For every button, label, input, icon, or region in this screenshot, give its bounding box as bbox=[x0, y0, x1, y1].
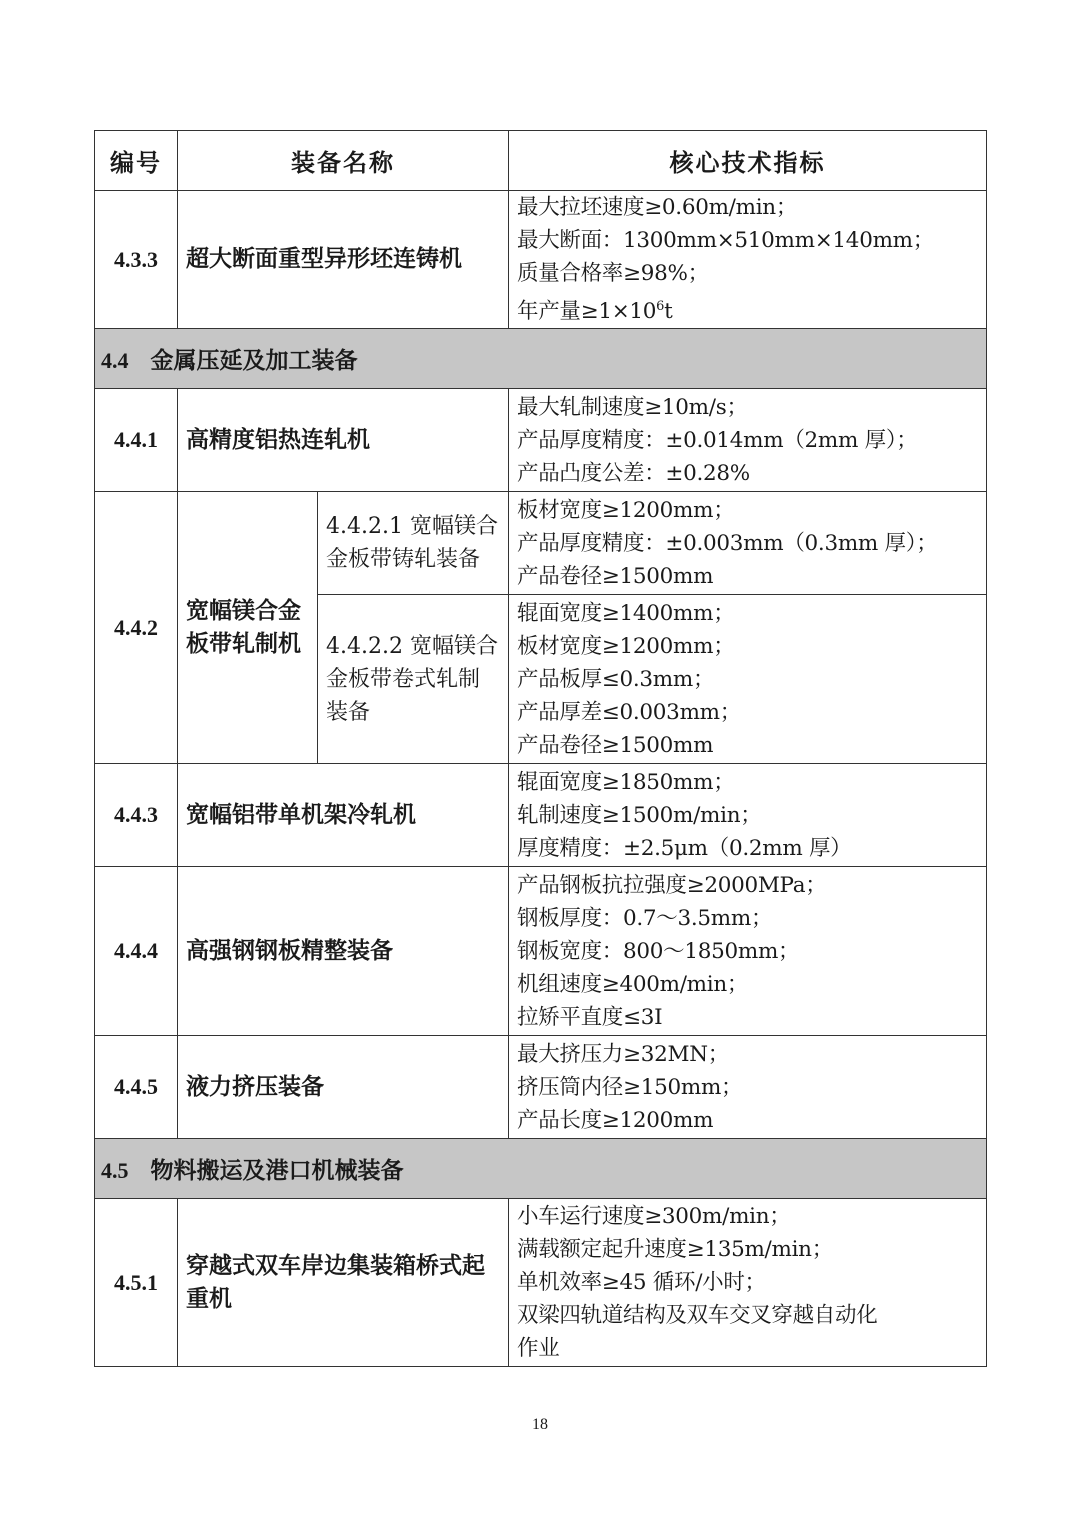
section-heading bbox=[95, 329, 987, 389]
row-name: 液力挤压装备 bbox=[178, 1036, 509, 1139]
spec-line: 最大轧制速度≥10m/s； bbox=[517, 394, 748, 420]
spec-line: 产品钢板抗拉强度≥2000MPa； bbox=[517, 872, 827, 898]
spec-line: 产品厚度精度：±0.003mm（0.3mm 厚）； bbox=[517, 530, 938, 556]
row-spec bbox=[509, 1199, 987, 1367]
equipment-table bbox=[94, 130, 987, 1367]
spec-line: 小车运行速度≥300m/min； bbox=[517, 1204, 791, 1230]
spec-line-part: t bbox=[664, 299, 673, 325]
spec-line: 产品长度≥1200mm bbox=[517, 1107, 714, 1133]
spec-line: 产品厚度精度：±0.014mm（2mm 厚）； bbox=[517, 427, 918, 453]
header-code: 编号 bbox=[95, 131, 178, 191]
row-code: 4.5.1 bbox=[95, 1199, 178, 1367]
section-title: 物料搬运及港口机械装备 bbox=[150, 1158, 404, 1185]
row-code: 4.4.2 bbox=[95, 492, 178, 764]
spec-line: 产品凸度公差：±0.28% bbox=[517, 460, 750, 486]
row-name: 宽幅铝带单机架冷轧机 bbox=[178, 764, 509, 867]
spec-line-part: 年产量≥1×10 bbox=[517, 299, 657, 325]
row-code: 4.4.3 bbox=[95, 764, 178, 867]
row-name: 高强钢钢板精整装备 bbox=[178, 867, 509, 1036]
row-name: 高精度铝热连轧机 bbox=[178, 389, 509, 492]
section-heading bbox=[95, 1139, 987, 1199]
spec-line: 产品板厚≤0.3mm； bbox=[517, 666, 715, 692]
spec-line: 质量合格率≥98%； bbox=[517, 261, 709, 286]
spec-line: 机组速度≥400m/min； bbox=[517, 971, 749, 997]
section-row bbox=[95, 1139, 987, 1199]
table-row bbox=[95, 1036, 987, 1139]
superscript: 6 bbox=[656, 299, 665, 314]
row-spec bbox=[509, 492, 987, 595]
spec-line: 产品卷径≥1500mm bbox=[517, 732, 714, 758]
page-number: 18 bbox=[532, 1416, 548, 1433]
row-code: 4.4.1 bbox=[95, 389, 178, 492]
section-row bbox=[95, 329, 987, 389]
row-spec bbox=[509, 1036, 987, 1139]
spec-line: 钢板厚度：0.7～3.5mm； bbox=[517, 905, 773, 931]
row-spec bbox=[509, 595, 987, 764]
spec-line: 最大断面：1300mm×510mm×140mm； bbox=[517, 228, 934, 253]
spec-line: 板材宽度≥1200mm； bbox=[517, 497, 735, 523]
header-core-indicators: 核心技术指标 bbox=[509, 131, 987, 191]
spec-line: 板材宽度≥1200mm； bbox=[517, 633, 735, 659]
row-name: 超大断面重型异形坯连铸机 bbox=[178, 191, 509, 329]
header-equipment-name: 装备名称 bbox=[178, 131, 509, 191]
table-header-row bbox=[95, 131, 987, 191]
spec-line: 挤压筒内径≥150mm； bbox=[517, 1074, 743, 1100]
table-row bbox=[95, 867, 987, 1036]
table-row bbox=[95, 389, 987, 492]
section-code: 4.4 bbox=[101, 348, 129, 374]
spec-line: 厚度精度：±2.5μm（0.2mm 厚） bbox=[517, 835, 852, 861]
row-spec bbox=[509, 191, 987, 329]
row-name: 穿越式双车岸边集装箱桥式起重机 bbox=[178, 1199, 509, 1367]
spec-line: 满载额定起升速度≥135m/min； bbox=[517, 1237, 833, 1263]
row-spec bbox=[509, 389, 987, 492]
spec-line: 双梁四轨道结构及双车交叉穿越自动化 bbox=[517, 1303, 878, 1329]
table-row bbox=[95, 1199, 987, 1367]
spec-line: 辊面宽度≥1400mm； bbox=[517, 600, 735, 626]
spec-line: 最大挤压力≥32MN； bbox=[517, 1041, 729, 1067]
spec-line: 最大拉坯速度≥0.60m/min； bbox=[517, 195, 798, 220]
row-spec bbox=[509, 764, 987, 867]
section-code: 4.5 bbox=[101, 1158, 129, 1184]
spec-line: 钢板宽度：800～1850mm； bbox=[517, 938, 800, 964]
spec-line: 轧制速度≥1500m/min； bbox=[517, 802, 762, 828]
spec-line-with-superscript bbox=[517, 290, 978, 328]
spec-line: 作业 bbox=[517, 1336, 560, 1362]
spec-line: 单机效率≥45 循环/小时； bbox=[517, 1270, 766, 1296]
row-code: 4.4.5 bbox=[95, 1036, 178, 1139]
sub-row-name: 4.4.2.1 宽幅镁合金板带铸轧装备 bbox=[318, 492, 509, 595]
spec-line: 拉矫平直度≤3I bbox=[517, 1004, 663, 1030]
row-code: 4.3.3 bbox=[95, 191, 178, 329]
table-row bbox=[95, 492, 987, 595]
row-spec bbox=[509, 867, 987, 1036]
row-name: 宽幅镁合金板带轧制机 bbox=[178, 492, 318, 764]
table-row bbox=[95, 191, 987, 329]
spec-line: 产品卷径≥1500mm bbox=[517, 563, 714, 589]
sub-row-name: 4.4.2.2 宽幅镁合金板带卷式轧制装备 bbox=[318, 595, 509, 764]
section-title: 金属压延及加工装备 bbox=[150, 348, 358, 375]
table-row bbox=[95, 764, 987, 867]
row-code: 4.4.4 bbox=[95, 867, 178, 1036]
spec-line: 产品厚差≤0.003mm； bbox=[517, 699, 741, 725]
spec-line: 辊面宽度≥1850mm； bbox=[517, 769, 735, 795]
